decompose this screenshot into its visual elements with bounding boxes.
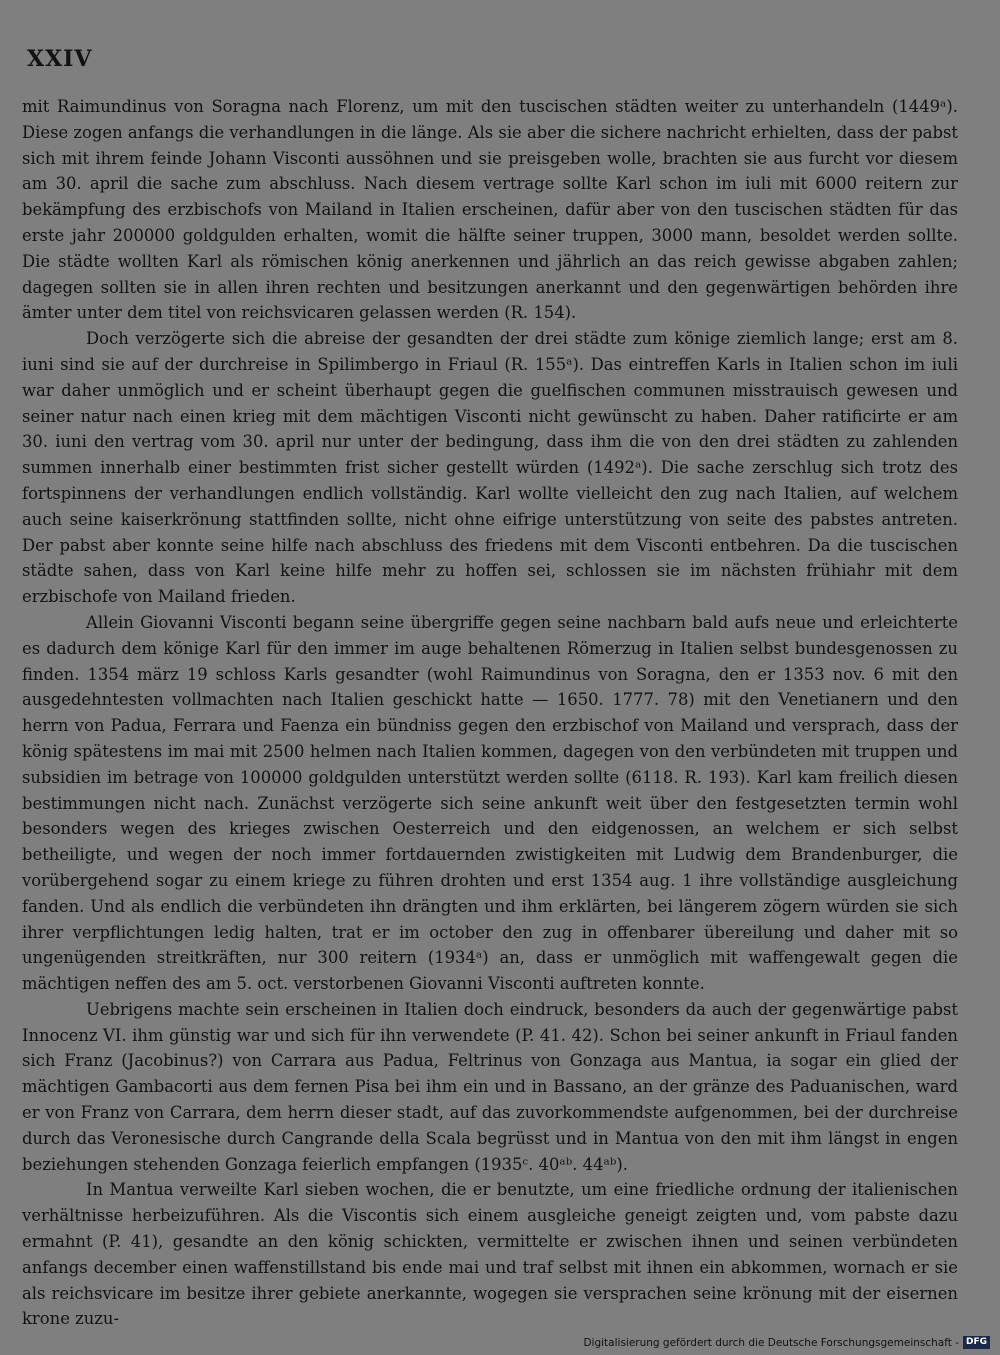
body-text	[22, 94, 958, 1332]
paragraph: In Mantua verweilte Karl sieben wochen, die er benutzte, um eine friedliche ordnung der italienischen verhältnisse herbeizuführen. Als die Viscontis sich einem ausgleiche geneigt zeigten und, vom pabste dazu ermahnt (P. 41), gesandte an den könig schickten, vermittelte er zwischen ihnen und seinen verbündeten anfangs december einen waffenstillstand bis ende mai und traf selbst mit ihnen ein abkommen, wornach er sie als reichsvicare im besitze ihrer gebiete anerkannte, wogegen sie versprachen seine krönung mit der eisernen krone zuzu-	[22, 1180, 958, 1329]
paragraph: Allein Giovanni Visconti begann seine übergriffe gegen seine nachbarn bald aufs neue und erleichterte es dadurch dem könige Karl für den immer im auge behaltenen Römerzug in Italien selbst bundesgenossen zu finden. 1354 märz 19 schloss Karls gesandter (wohl Raimundinus von Soragna, den er 1353 nov. 6 mit den ausgedehntesten vollmachten nach Italien geschickt hatte — 1650. 1777. 78) mit den Venetianern und den herrn von Padua, Ferrara und Faenza ein bündniss gegen den erzbischof von Mailand und versprach, dass der könig spätestens im mai mit 2500 helmen nach Italien kommen, dagegen von den verbündeten mit truppen und subsidien im betrage von 100000 goldgulden unterstützt werden sollte (6118. R. 193). Karl kam freilich diesen bestimmungen nicht nach. Zunächst verzögerte sich seine ankunft weit über den festgesetzten termin wohl besonders wegen des krieges zwischen Oesterreich und den eidgenossen, an welchem er sich selbst betheiligte, und wegen der noch immer fortdauernden zwistigkeiten mit Ludwig dem Brandenburger, die vorübergehend sogar zu einem kriege zu führen drohten und erst 1354 aug. 1 ihre vollständige ausgleichung fanden. Und als endlich die verbündeten ihn drängten und ihm erklärten, bei längerem zögern würden sie sich ihrer verpflichtungen ledig halten, trat er im october den zug in offenbarer übereilung und daher mit so ungenügenden streitkräften, nur 300 reitern (1934ᵃ) an, dass er unmöglich mit waffengewalt gegen die mächtigen neffen des am 5. oct. verstorbenen Giovanni Visconti auftreten konnte.	[22, 612, 958, 994]
paragraph: mit Raimundinus von Soragna nach Florenz, um mit den tuscischen städten weiter zu unterhandeln (1449ᵃ). Diese zogen anfangs die verhandlungen in die länge. Als sie aber die sichere nachricht erhielten, dass der pabst sich mit ihrem feinde Johann Visconti aussöhnen und sie preisgeben wolle, brachten sie aus furcht vor diesem am 30. april die sache zum abschluss. Nach diesem vertrage sollte Karl schon im iuli mit 6000 reitern zur bekämpfung des erzbischofs von Mailand in Italien erscheinen, dafür aber von den tuscischen städten für das erste jahr 200000 goldgulden erhalten, womit die hälfte seiner truppen, 3000 mann, besoldet werden sollte. Die städte wollten Karl als römischen könig anerkennen und jährlich an das reich gewisse abgaben zahlen; dagegen sollten sie in allen ihren rechten und besitzungen anerkannt und den gegenwärtigen behörden ihre ämter unter dem titel von reichsvicaren gelassen werden (R. 154).	[22, 97, 958, 323]
footer-text: Digitalisierung gefördert durch die Deutsche Forschungsgemeinschaft -	[583, 1336, 959, 1349]
page-number: XXIV	[27, 46, 93, 72]
paragraph: Doch verzögerte sich die abreise der gesandten der drei städte zum könige ziemlich lange; erst am 8. iuni sind sie auf der durchreise in Spilimbergo in Friaul (R. 155ᵃ). Das eintreffen Karls in Italien schon im iuli war daher unmöglich und er scheint überhaupt gegen die guelfischen communen misstrauisch gewesen und seiner natur nach einen krieg mit dem mächtigen Visconti nicht gewünscht zu haben. Daher ratificirte er am 30. iuni den vertrag vom 30. april nur unter der bedingung, dass ihm die von den drei städten zu zahlenden summen innerhalb einer bestimmten frist sicher gestellt würden (1492ᵃ). Die sache zerschlug sich trotz des fortspinnens der verhandlungen endlich vollständig. Karl wollte vielleicht den zug nach Italien, auf welchem auch seine kaiserkrönung stattfinden sollte, nicht ohne eifrige unterstützung von seite des pabstes antreten. Der pabst aber konnte seine hilfe nach abschluss des friedens mit dem Visconti entbehren. Da die tuscischen städte sahen, dass von Karl keine hilfe mehr zu hoffen sei, schlossen sie im nächsten frühiahr mit dem erzbischofe von Mailand frieden.	[22, 329, 958, 607]
paragraph: Uebrigens machte sein erscheinen in Italien doch eindruck, besonders da auch der gegenwärtige pabst Innocenz VI. ihm günstig war und sich für ihn verwendete (P. 41. 42). Schon bei seiner ankunft in Friaul fanden sich Franz (Jacobinus?) von Carrara aus Padua, Feltrinus von Gonzaga aus Mantua, ia sogar ein glied der mächtigen Gambacorti aus dem fernen Pisa bei ihm ein und in Bassano, an der gränze des Paduanischen, ward er von Franz von Carrara, dem herrn dieser stadt, auf das zuvorkommendste aufgenommen, bei der durchreise durch das Veronesische durch Cangrande della Scala begrüsst und in Mantua von den mit ihm längst in engen beziehungen stehenden Gonzaga feierlich empfangen (1935ᶜ. 40ᵃᵇ. 44ᵃᵇ).	[22, 999, 958, 1174]
dfg-logo: DFG	[963, 1336, 990, 1349]
funding-footer	[583, 1336, 990, 1349]
